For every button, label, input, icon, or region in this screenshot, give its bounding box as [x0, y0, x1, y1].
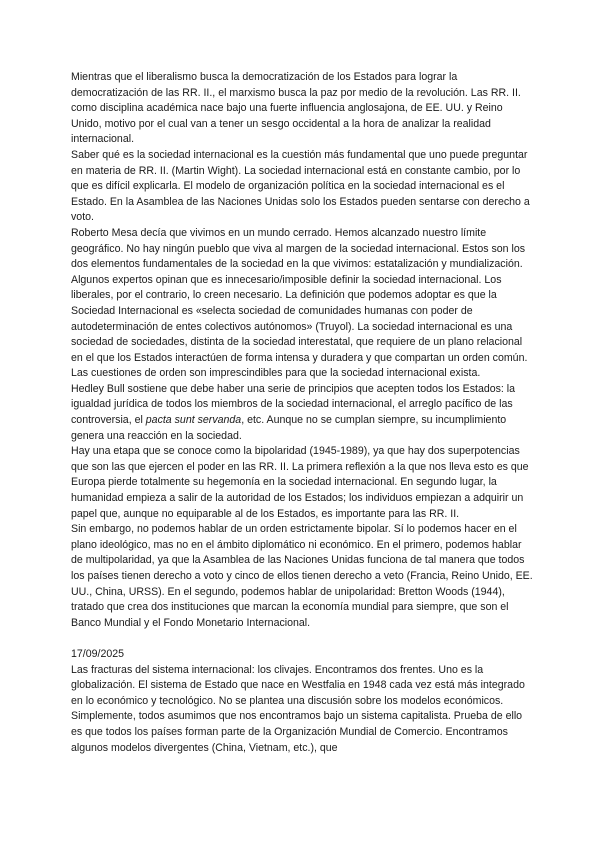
- bull-text-after: , etc. Aunque no se cumplan siempre, su incumplimiento genera una reacción en la sociedad.: [71, 414, 507, 442]
- paragraph-sociedad-internacional: Saber qué es la sociedad internacional es la cuestión más fundamental que uno puede preguntar en materia de RR. II. (Martin Wight). La sociedad internacional está en constante cambio, por lo que es difícil explicarla. El modelo de organización política en la sociedad internacional es el Estado. En la Asamblea de las Naciones Unidas solo los Estados pueden sentarse con derecho a voto.: [71, 148, 530, 224]
- paragraph-spacer: [71, 631, 533, 647]
- date-heading: 17/09/2025: [71, 647, 125, 660]
- paragraph-fracturas: Las fracturas del sistema internacional: los clivajes. Encontramos dos frentes. Uno es la globalización. El sistema de Estado que nace en Westfalia en 1948 cada vez está más integrado en lo económico y tecnológico. No se plantea una discusión sobre los modelos económicos. Simplemente, todos asumimos que nos encontramos bajo un sistema capitalista. Prueba de ello es que todos los países forman parte de la Organización Mundial de Comercio. Encontramos algunos modelos divergentes (China, Vietnam, etc.), que: [71, 663, 525, 754]
- paragraph-roberto-mesa: Roberto Mesa decía que vivimos en un mundo cerrado. Hemos alcanzado nuestro límite geográfico. No hay ningún pueblo que viva al margen de la sociedad internacional. Estos son los dos elementos fundamentales de la sociedad en la que vivimos: estatalización y mundialización.: [71, 226, 526, 271]
- document-page: [71, 70, 533, 756]
- paragraph-cuestiones-orden: Las cuestiones de orden son imprescindibles para que la sociedad internacional exista.: [71, 367, 481, 380]
- paragraph-sin-embargo: Sin embargo, no podemos hablar de un orden estrictamente bipolar. Sí lo podemos hacer en el plano ideológico, mas no en el ámbito diplomático ni económico. En el primero, podemos hablar de multipolaridad, ya que la Asamblea de las Naciones Unidas funciona de tal manera que todos los países tienen derecho a voto y cinco de ellos tienen derecho a veto (Francia, Reino Unido, EE. UU., China, URSS). En el segundo, podemos hablar de unipolaridad: Bretton Woods (1944), tratado que crea dos instituciones que marcan la economía mundial para siempre, que son el Banco Mundial y el Fondo Monetario Internacional.: [71, 523, 533, 629]
- bull-text-before: Hedley Bull sostiene que debe haber una serie de principios que acepten todos los Estados: la igualdad jurídica de todos los miembros de la sociedad internacional, el arreglo pacífico de las controversia, el: [71, 382, 516, 427]
- paragraph-definicion: Algunos expertos opinan que es innecesario/imposible definir la sociedad internacional. Los liberales, por el contrario, lo creen necesario. La definición que podemos adoptar es que la Sociedad Internacional es «selecta sociedad de comunidades humanas con poder de autodeterminación de entes colectivos autónomos» (Truyol). La sociedad internacional es una sociedad de sociedades, distinta de la sociedad interestatal, que requiere de un plano relacional en el que los Estados interactúen de forma intensa y duradera y que compartan un orden común.: [71, 273, 528, 364]
- bull-text-italic: pacta sunt servanda: [145, 414, 242, 427]
- paragraph-liberalismo: Mientras que el liberalismo busca la democratización de los Estados para lograr la democratización de las RR. II., el marxismo busca la paz por medio de la revolución. Las RR. II. como disciplina académica nace bajo una fuerte influencia anglosajona, de EE. UU. y Reino Unido, motivo por el cual van a tener un sesgo occidental a la hora de analizar la realidad internacional.: [71, 71, 521, 146]
- paragraph-bipolaridad: Hay una etapa que se conoce como la bipolaridad (1945-1989), ya que hay dos superpotencias que son las que ejercen el poder en las RR. II. La primera reflexión a la que nos lleva esto es que Europa pierde totalmente su hegemonía en la sociedad internacional. En segundo lugar, la humanidad empieza a salir de la autoridad de los Estados; los individuos empiezan a adquirir un papel que, aunque no equiparable al de los Estados, es importante para las RR. II.: [71, 445, 529, 520]
- paragraph-hedley-bull: [71, 382, 533, 444]
